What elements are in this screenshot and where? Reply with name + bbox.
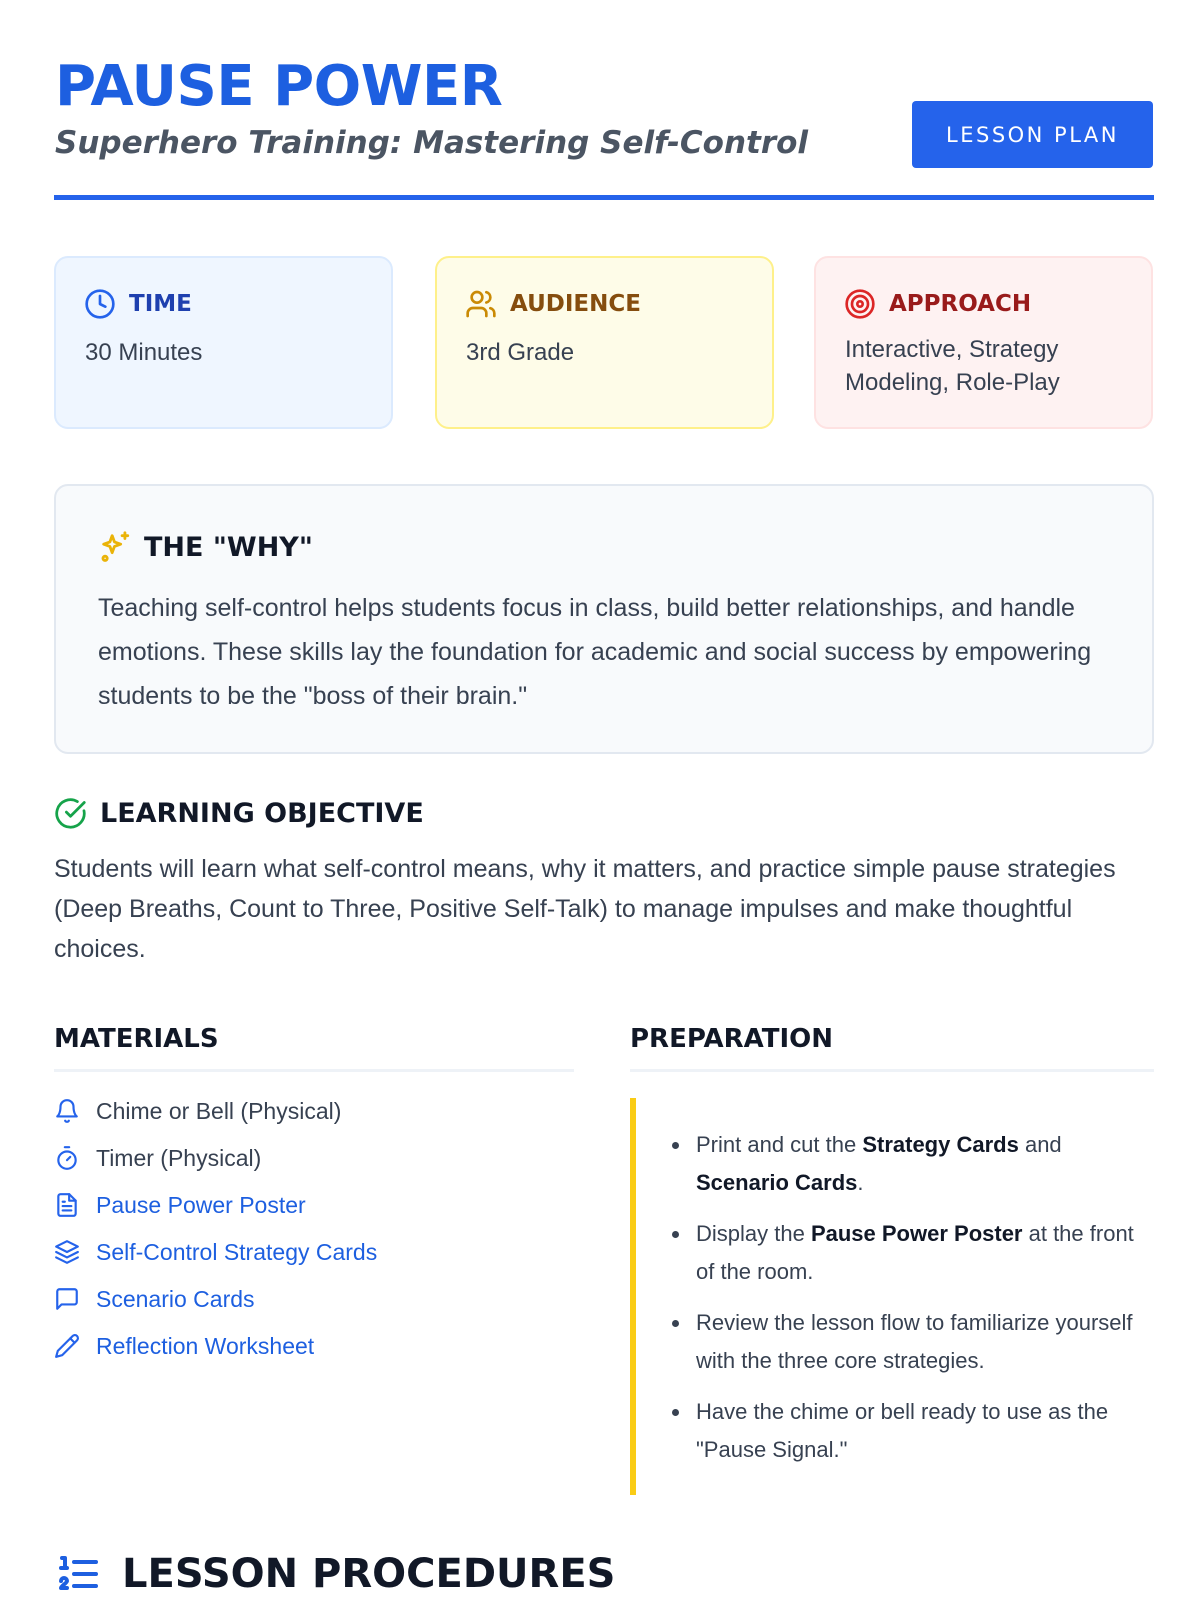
document-icon [54,1192,80,1218]
sparkles-icon [98,530,132,564]
lesson-plan-button[interactable]: LESSON PLAN [912,101,1153,168]
why-section [54,484,1154,754]
material-link[interactable]: Scenario Cards [96,1285,255,1312]
why-body: Teaching self-control helps students focus in class, build better relationships, and handle emotions. These skills lay the foundation for academic and social success by empowering students to be the "boss of their brain." [98,594,1092,710]
time-value: 30 Minutes [85,339,203,366]
approach-value: Interactive, Strategy Modeling, Role-Play [845,336,1060,396]
numbered-list-icon [54,1550,102,1598]
materials-title: MATERIALS [54,1024,219,1054]
preparation-box [630,1098,1154,1495]
material-link[interactable]: Self-Control Strategy Cards [96,1238,378,1265]
target-icon [844,288,876,320]
approach-card [814,256,1153,429]
layers-icon [54,1239,80,1265]
objective-body: Students will learn what self-control means, why it matters, and practice simple pause strategies (Deep Breaths, Count to Three, Positive Self-Talk) to manage impulses and make thoughtful choices. [54,855,1116,963]
preparation-title: PREPARATION [630,1024,834,1054]
material-link[interactable]: Reflection Worksheet [96,1332,315,1359]
why-title: THE "WHY" [144,531,313,563]
header-divider [54,195,1154,200]
bell-icon [54,1098,80,1124]
list-item: Review the lesson flow to familiarize yourself with the three core strategies. [696,1304,1146,1380]
list-item: Print and cut the Strategy Cards and Scenario Cards. [696,1126,1146,1202]
objective-title: LEARNING OBJECTIVE [100,798,424,829]
material-item[interactable] [54,1329,314,1363]
pencil-icon [54,1333,80,1359]
clock-icon [84,288,116,320]
page-title: PAUSE POWER [55,54,503,119]
users-icon [465,288,497,320]
audience-label: AUDIENCE [510,291,641,317]
objective-heading [54,797,424,830]
material-link[interactable]: Pause Power Poster [96,1191,306,1218]
check-circle-icon [54,797,87,830]
procedures-title: LESSON PROCEDURES [122,1551,616,1597]
material-label: Chime or Bell (Physical) [96,1097,342,1124]
preparation-divider [630,1069,1154,1072]
material-item[interactable] [54,1188,306,1222]
audience-card [435,256,774,429]
page-subtitle: Superhero Training: Mastering Self-Control [55,125,809,161]
list-item: Display the Pause Power Poster at the front of the room. [696,1215,1146,1291]
time-card [54,256,393,429]
materials-divider [54,1069,574,1072]
material-item[interactable] [54,1282,255,1316]
chat-bubble-icon [54,1286,80,1312]
approach-label: APPROACH [889,291,1032,317]
material-item [54,1094,341,1128]
time-label: TIME [129,291,192,317]
preparation-list [696,1126,1146,1482]
material-label: Timer (Physical) [96,1144,262,1171]
material-item [54,1141,261,1175]
procedures-heading [54,1550,615,1598]
material-item[interactable] [54,1235,377,1269]
list-item: Have the chime or bell ready to use as the "Pause Signal." [696,1393,1146,1469]
audience-value: 3rd Grade [466,339,575,366]
timer-icon [54,1145,80,1171]
